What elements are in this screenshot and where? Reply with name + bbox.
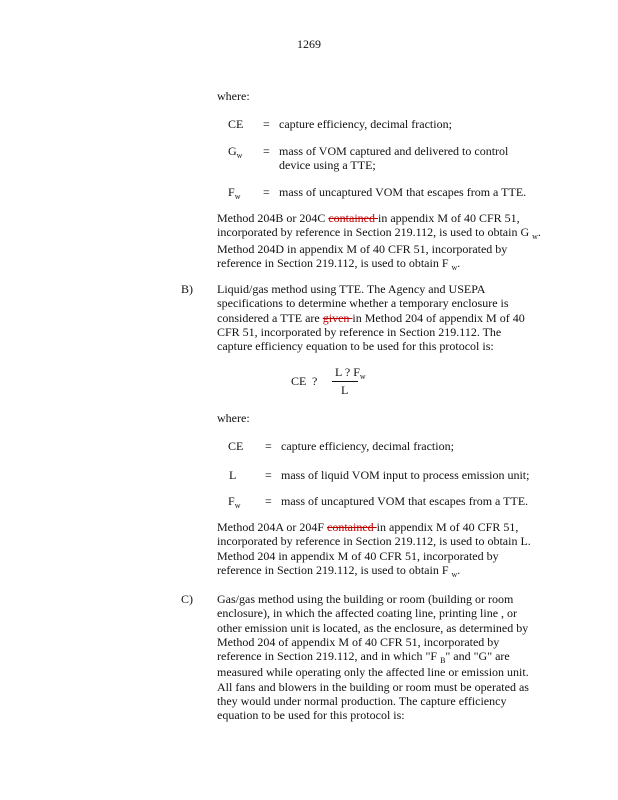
text-line: All fans and blowers in the building or room must be operated as bbox=[217, 679, 529, 694]
equals-sign: = bbox=[263, 185, 270, 199]
deleted-text: contained bbox=[327, 520, 377, 534]
method-line: reference in Section 219.112, is used to obtain F $_w$. bbox=[217, 255, 461, 272]
deleted-text: given bbox=[322, 310, 353, 325]
symbol-ce: CE bbox=[228, 117, 244, 131]
text-line: measured while operating only the affected line or emission unit. bbox=[217, 665, 529, 680]
text-line: equation to be used for this protocol is: bbox=[217, 708, 405, 723]
equals-sign: = bbox=[263, 117, 270, 131]
fraction-bar bbox=[332, 381, 358, 382]
method-line: incorporated by reference in Section 219.112, is used to obtain L. bbox=[217, 534, 531, 549]
symbol-ce: CE bbox=[228, 439, 244, 453]
formula-fraction bbox=[332, 364, 366, 398]
definition-fw: mass of uncaptured VOM that escapes from a TTE. bbox=[279, 185, 527, 199]
text-line: Method 204 of appendix M of 40 CFR 51, incorporated by bbox=[217, 634, 500, 649]
method-line: reference in Section 219.112, is used to obtain F $_w$. bbox=[217, 562, 461, 579]
definition-l: mass of liquid VOM input to process emission unit; bbox=[281, 468, 530, 482]
section-c-paragraph bbox=[217, 592, 567, 723]
equals-sign: = bbox=[265, 468, 272, 482]
formula-equals: ? bbox=[312, 374, 318, 388]
method-line: Method 204B or 204C contained in appendix M of 40 CFR 51, bbox=[217, 211, 520, 225]
section-label-b: B) bbox=[181, 282, 193, 296]
method-line: Method 204 in appendix M of 40 CFR 51, incorporated by bbox=[217, 548, 499, 563]
method-paragraph-b bbox=[217, 520, 562, 579]
where-label: where: bbox=[217, 89, 250, 103]
text-line: Gas/gas method using the building or room (building or room bbox=[217, 592, 514, 606]
page-number: 1269 bbox=[297, 37, 321, 51]
formula-numerator: L ? $F_w$ bbox=[335, 365, 366, 381]
section-b-intro bbox=[217, 282, 562, 353]
formula-denominator: L bbox=[341, 383, 349, 397]
method-line: incorporated by reference in Section 219.112, is used to obtain G $_w$. bbox=[217, 225, 541, 242]
text-line: enclosure), in which the affected coating line, printing line , or bbox=[217, 606, 518, 621]
definition-gw-line2: device using a TTE; bbox=[279, 158, 376, 172]
deleted-text: contained bbox=[328, 211, 378, 225]
equals-sign: = bbox=[263, 144, 270, 158]
definition-fw: mass of uncaptured VOM that escapes from a TTE. bbox=[281, 494, 529, 508]
section-label-c: C) bbox=[181, 592, 193, 606]
equals-sign: = bbox=[265, 494, 272, 508]
text-line: CFR 51, incorporated by reference in Section 219.112. The bbox=[217, 324, 502, 339]
symbol-gw: $G_w$ bbox=[228, 144, 243, 160]
text-line: other emission unit is located, as the enclosure, as determined by bbox=[217, 620, 529, 635]
text-line: they would under normal production. The capture efficiency bbox=[217, 694, 507, 709]
text-line: specifications to determine whether a temporary enclosure is bbox=[217, 296, 509, 311]
definition-ce: capture efficiency, decimal fraction; bbox=[281, 439, 454, 453]
definition-gw-line1: mass of VOM captured and delivered to control bbox=[279, 144, 509, 158]
symbol-l: L bbox=[229, 468, 237, 482]
symbol-fw: $F_w$ bbox=[228, 185, 241, 201]
text-line: capture efficiency equation to be used for this protocol is: bbox=[217, 339, 494, 354]
method-line: Method 204A or 204F contained in appendix M of 40 CFR 51, bbox=[217, 520, 519, 534]
formula-lhs: CE bbox=[291, 374, 307, 388]
text-line: considered a TTE are given in Method 204 of appendix M of 40 bbox=[217, 310, 525, 325]
where-label: where: bbox=[217, 411, 250, 425]
definition-ce: capture efficiency, decimal fraction; bbox=[279, 117, 452, 131]
text-line: Liquid/gas method using TTE. The Agency and USEPA bbox=[217, 282, 486, 296]
equals-sign: = bbox=[265, 439, 272, 453]
symbol-fw: $F_w$ bbox=[228, 494, 241, 510]
text-line: reference in Section 219.112, and in which "F $_B$" and "G" are bbox=[217, 649, 510, 666]
method-paragraph-a bbox=[217, 211, 557, 272]
method-line: Method 204D in appendix M of 40 CFR 51, incorporated by bbox=[217, 241, 508, 256]
